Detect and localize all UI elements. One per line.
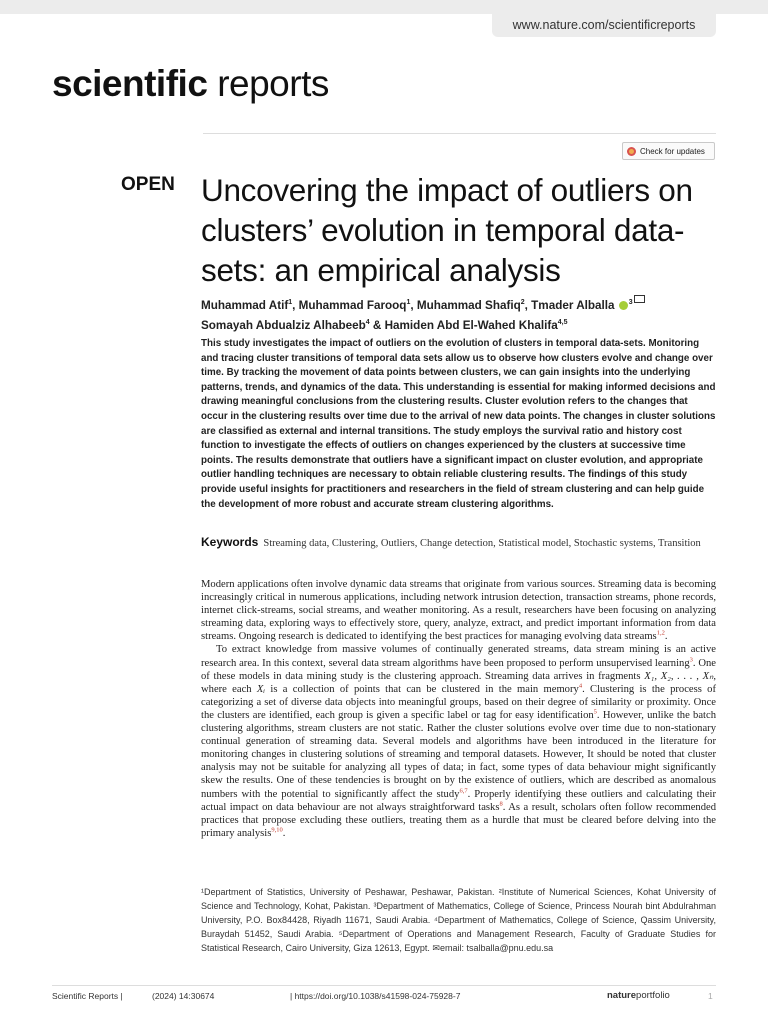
- journal-name-light: reports: [217, 63, 329, 104]
- reference-link[interactable]: 4: [578, 682, 583, 690]
- footer-journal: Scientific Reports |: [52, 991, 123, 1001]
- article-title: Uncovering the impact of outliers on clusters’ evolution in temporal data-sets: an empirical analysis: [201, 172, 693, 288]
- author-list: Muhammad Atif$^1$, Muhammad Farooq$^1$, Muhammad Shafiq$^2$, Tmader Alballa $^3$ Somayah Abdualziz Alhabeeb$^4$ & Hamiden Abd El-Wahed Khalifa$^{4,5}$: [201, 294, 721, 334]
- affiliations: ¹Department of Statistics, University of Peshawar, Peshawar, Pakistan. ²Institute of Numerical Sciences, Kohat University of Science and Technology, Kohat, Pakistan. ³Department of Mathematics, College of Science, Princess Nourah bint Abdulrahman University, P.O. Box84428, Riyadh 11671, Saudi Arabia. ⁴Department of Mathematics, College of Science, Qassim University, Buraydah 51452, Saudi Arabia. ⁵Department of Operations and Management Research, Faculty of Graduate Studies for Statistical Research, Cairo University, Giza 12613, Egypt. ✉email: tsalballa@pnu.edu.sa: [201, 887, 716, 953]
- check-for-updates-label: Check for updates: [640, 146, 705, 156]
- body-paragraph: Modern applications often involve dynamic data streams that originate from various sources. Streaming data is becoming increasingly critical in numerous applications, including network intrusion detection, transaction streams, phone records, internet click-streams, social streams, and weather monitoring. As a result, researchers have been focusing on analyzing streaming data, exploring ways to effectively store, query, analyze, extract, and predict important information from data streams. Ongoing research is dedicated to identifying the best practices for managing evolving data streams$^{1,2}$.: [201, 579, 716, 643]
- reference-link[interactable]: 1,2: [656, 629, 665, 637]
- publisher-logo: natureportfolio: [607, 990, 670, 1001]
- article-body: [201, 578, 716, 840]
- math-expression: Xᵢ: [256, 683, 266, 695]
- keywords-list: Streaming data, Clustering, Outliers, Change detection, Statistical model, Stochastic systems, Transition: [263, 538, 701, 549]
- author-name[interactable]: Muhammad Atif: [201, 298, 289, 312]
- email-icon[interactable]: [634, 295, 645, 303]
- author-name[interactable]: Hamiden Abd El-Wahed Khalifa: [384, 318, 558, 332]
- reference-link[interactable]: 5: [593, 708, 597, 716]
- page-number: 1: [708, 991, 713, 1001]
- header-divider: [203, 133, 716, 134]
- open-access-label: OPEN: [121, 174, 175, 195]
- keywords: [201, 535, 717, 552]
- author-name[interactable]: Tmader Alballa: [531, 298, 615, 312]
- check-for-updates-button[interactable]: [622, 142, 715, 160]
- journal-logo[interactable]: [52, 65, 329, 102]
- author-name[interactable]: Muhammad Shafiq: [416, 298, 521, 312]
- reference-link[interactable]: 3: [689, 656, 693, 664]
- journal-url[interactable]: www.nature.com/scientificreports: [492, 12, 716, 37]
- math-expression: X₁, X₂, . . . , Xₙ: [644, 670, 714, 682]
- reference-link[interactable]: 9,10: [271, 826, 283, 834]
- orcid-icon[interactable]: [619, 301, 628, 310]
- body-paragraph: To extract knowledge from massive volumes of continually generated streams, data stream mining is an active research area. In this context, several data stream algorithms have been proposed to perform unsupervised learning$^3$. One of these models in data mining study is the clustering approach. Streaming data arrives in fragments X₁, X₂, . . . , Xₙ, where each Xᵢ is a collection of points that can be clustered in the main memory$^4$. Clustering is the process of categorizing a set of diverse data objects into meaningful groups, based on their degree of similarity or proximity. Once the clusters are identified, each group is given a specific label or tag for easy identification$^5$. However, unlike the batch clustering algorithms, stream clusters are not static. Rather the cluster solutions evolve over time due to non-stationary continual generation of streaming data. Several models and algorithms have been introduced in the literature for monitoring changes in clustering solutions of streaming and temporal datasets. However, It should be noted that cluster analysis may not be suitable for analyzing all types of data; in fact, some types of data behaviour might significantly skew the results. One of these tendencies is brought on by the existence of outliers, which are described as anomalous numbers with the potential to significantly affect the study$^{6,7}$. Properly identifying these outliers and calculating their actual impact on data behaviour are not always straightforward tasks$^8$. As a result, scholars often follow recommended practices that propose excluding these outliers, treating them as a hurdle that must be cleared before delving into the primary analysis$^{9,10}$.: [201, 644, 717, 839]
- author-name[interactable]: Somayah Abdualziz Alhabeeb: [201, 318, 366, 332]
- keywords-label: Keywords: [201, 535, 259, 549]
- crossmark-icon: [627, 147, 636, 156]
- abstract: This study investigates the impact of outliers on the evolution of clusters in temporal data-sets. Monitoring and tracing cluster transitions of temporal data sets allow us to observe how clusters evolve and change over time. By tracking the movement of data points between clusters, we can gain insights into the underlying patterns, trends, and dynamics of the data. This understanding is essential for making informed decisions and drawing meaningful conclusions from the clustering results. Cluster evolution refers to the changes that occur in the clustering results over time due to the arrival of new data points. The changes in cluster solutions are classified as external and internal transitions. The study employs the survival ratio and history cost function to investigate the effects of outliers on changes experienced by the clusters at successive time points. The results demonstrate that outliers have a significant impact on cluster evolution, and appropriate outlier handling techniques are necessary to obtain reliable clustering results. The findings of this study provide useful insights for practitioners and researchers in the field of stream clustering and can help guide the development of more robust and accurate stream clustering algorithms.: [201, 338, 716, 510]
- reference-link[interactable]: 6,7: [459, 786, 468, 794]
- author-name[interactable]: Muhammad Farooq: [298, 298, 407, 312]
- journal-name-bold: scientific: [52, 63, 208, 104]
- footer-volume: (2024) 14:30674: [152, 991, 215, 1001]
- footer-doi-link[interactable]: | https://doi.org/10.1038/s41598-024-75928-7: [290, 991, 461, 1001]
- page-footer: [52, 991, 716, 1003]
- footer-divider: [52, 985, 716, 986]
- reference-link[interactable]: 8: [499, 800, 503, 808]
